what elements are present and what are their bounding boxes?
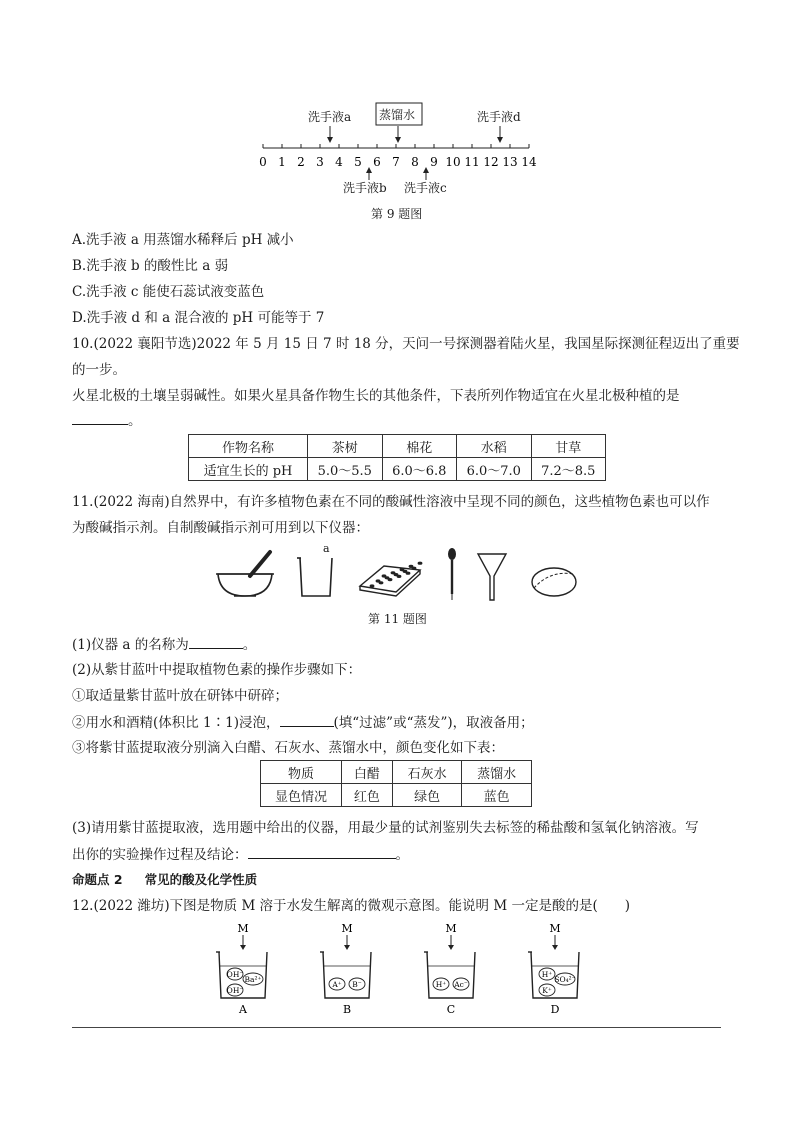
spot-plate-well [382, 574, 387, 577]
table-row [261, 761, 532, 784]
ph-tick-label: 7 [392, 155, 400, 169]
ion-label: H⁺ [435, 980, 447, 989]
figure-11-caption: 第 11 题图 [368, 612, 427, 626]
q9-option-a: A.洗手液 a 用蒸馏水稀释后 pH 减小 [72, 232, 294, 248]
section-heading [72, 870, 257, 890]
beaker-outline [323, 952, 371, 998]
label-handwash-a: 洗手液a [308, 110, 352, 124]
table-cell: 红色 [342, 784, 393, 807]
ph-tick-label: 8 [411, 155, 419, 169]
table-cell: 6.0～7.0 [457, 458, 532, 481]
beaker-option-c [424, 922, 475, 1016]
q9-option-b: B.洗手液 b 的酸性比 a 弱 [72, 258, 229, 274]
q11-stem-line2: 为酸碱指示剂。自制酸碱指示剂可用到以下仪器： [72, 520, 369, 536]
q11-sub3-blank[interactable] [248, 844, 396, 859]
beakers-svg [205, 920, 595, 1020]
table-cell: 甘草 [531, 435, 606, 458]
ion-label: K⁺ [542, 986, 552, 995]
ion-label: Ba²⁺ [244, 975, 262, 984]
q11-step2 [72, 712, 534, 733]
substance-m-label: M [445, 922, 457, 935]
mortar-pestle-icon [216, 552, 274, 596]
beaker-option-d [528, 922, 579, 1016]
q11-apparatus-figure [210, 542, 590, 604]
spot-plate-well [370, 584, 375, 587]
ion-label: A⁺ [332, 980, 342, 989]
ph-tick-label: 14 [521, 155, 537, 169]
arrow-a-head [327, 137, 333, 143]
ph-tick-label: 0 [259, 155, 267, 169]
ph-tick-label: 1 [278, 155, 286, 169]
spot-plate-well [418, 562, 423, 565]
ion-label: OH⁻ [226, 970, 244, 979]
q11-step2-end: (填“过滤”或“蒸发”)，取液备用； [333, 715, 534, 731]
beaker-icon [297, 558, 332, 596]
table-row [189, 458, 606, 481]
q10-answer-blank[interactable] [72, 410, 128, 425]
ph-tick-label: 6 [373, 155, 381, 169]
spot-plate-well [409, 565, 414, 568]
label-distilled-water: 蒸馏水 [379, 108, 416, 122]
arrow-d-head [497, 137, 503, 143]
table-cell: 绿色 [392, 784, 462, 807]
ph-tick-label: 4 [335, 155, 343, 169]
ph-tick-label: 11 [464, 155, 480, 169]
q11-color-table [260, 760, 532, 807]
beaker-option-b [320, 922, 371, 1016]
figure-9-caption: 第 9 题图 [371, 207, 423, 221]
label-handwash-c: 洗手液c [404, 181, 447, 195]
section-number: 命题点 2 [72, 872, 123, 887]
label-handwash-d: 洗手液d [477, 110, 521, 124]
q11-step2-blank[interactable] [280, 712, 334, 727]
table-cell: 显色情况 [261, 784, 342, 807]
ph-tick-label: 12 [483, 155, 499, 169]
q11-sub3-line1: (3)请用紫甘蓝提取液，选用题中给出的仪器，用最少量的试剂鉴别失去标签的稀盐酸和氢氧化钠溶液。写 [72, 820, 699, 836]
q11-sub1-end: 。 [242, 637, 257, 653]
q10-crop-ph-table [188, 434, 606, 481]
table-cell: 白醋 [342, 761, 393, 784]
ion-label: SO₄²⁻ [554, 975, 576, 984]
arrow-head-icon [240, 945, 246, 950]
filter-paper-icon [532, 568, 576, 596]
option-letter: C [446, 1003, 456, 1016]
section-title: 常见的酸及化学性质 [144, 872, 258, 887]
q11-step2-text: ②用水和酒精(体积比 1∶1)浸泡， [72, 715, 280, 731]
table-cell: 棉花 [382, 435, 457, 458]
arrow-b-head [366, 167, 372, 173]
beaker-option-a [216, 922, 267, 1016]
table-cell: 作物名称 [189, 435, 308, 458]
q11-sub2: (2)从紫甘蓝叶中提取植物色素的操作步骤如下： [72, 662, 362, 678]
ph-tick-label: 5 [354, 155, 362, 169]
table-cell: 茶树 [308, 435, 383, 458]
beaker-outline [427, 952, 475, 998]
ph-tick-label: 10 [445, 155, 461, 169]
q10-period: 。 [128, 413, 142, 429]
substance-m-label: M [237, 922, 249, 935]
ph-tick-label: 13 [502, 155, 518, 169]
q9-option-d: D.洗手液 d 和 a 混合液的 pH 可能等于 7 [72, 310, 325, 326]
q11-sub1 [72, 634, 256, 655]
ph-number-line-figure [250, 100, 550, 200]
ion-label: B⁻ [352, 980, 362, 989]
q11-sub3-text: 出你的实验操作过程及结论： [72, 847, 248, 863]
spot-plate-well [376, 579, 381, 582]
q10-answer-line [72, 410, 142, 431]
ph-tick-label: 9 [430, 155, 438, 169]
table-cell: 5.0～5.5 [308, 458, 383, 481]
spot-plate-well [391, 571, 396, 574]
option-letter: B [342, 1003, 352, 1016]
arrow-water-head [395, 137, 401, 143]
bottom-divider [72, 1027, 721, 1028]
table-cell: 水稻 [457, 435, 532, 458]
spot-plate-well [400, 568, 405, 571]
ph-tick-label: 2 [297, 155, 305, 169]
q10-stem-line3: 火星北极的土壤呈弱碱性。如果火星具备作物生长的其他条件，下表所列作物适宜在火星北极种植的是 [72, 388, 680, 404]
q10-stem-line2: 的一步。 [72, 362, 126, 378]
q10-stem-line1: 10.(2022 襄阳节选)2022 年 5 月 15 日 7 时 18 分，天问一号探测器着陆火星，我国星际探测征程迈出了重要 [72, 336, 740, 352]
arrow-head-icon [552, 945, 558, 950]
ion-label: OH⁻ [226, 986, 244, 995]
arrow-head-icon [448, 945, 454, 950]
substance-m-label: M [549, 922, 561, 935]
table-cell: 蒸馏水 [462, 761, 532, 784]
table-row [189, 435, 606, 458]
table-cell: 7.2～8.5 [531, 458, 606, 481]
q11-step1: ①取适量紫甘蓝叶放在研钵中研碎； [72, 688, 288, 704]
apparatus-svg [210, 542, 590, 604]
q9-option-c: C.洗手液 c 能使石蕊试液变蓝色 [72, 284, 265, 300]
spot-plate-icon [360, 562, 422, 596]
table-row [261, 784, 532, 807]
arrow-c-head [423, 167, 429, 173]
ph-tick-label: 3 [316, 155, 324, 169]
apparatus-label-a: a [323, 542, 330, 555]
q11-sub3-end: 。 [395, 847, 409, 863]
q11-step3: ③将紫甘蓝提取液分别滴入白醋、石灰水、蒸馏水中，颜色变化如下表： [72, 740, 504, 756]
dropper-icon [448, 548, 456, 600]
label-handwash-b: 洗手液b [343, 181, 387, 195]
ion-label: H⁺ [541, 970, 553, 979]
q12-stem: 12.(2022 潍坊)下图是物质 M 溶于水发生解离的微观示意图。能说明 M 一定是酸的是( ) [72, 898, 630, 914]
q11-sub1-blank[interactable] [189, 634, 243, 649]
table-cell: 6.0～6.8 [382, 458, 457, 481]
table-cell: 物质 [261, 761, 342, 784]
option-letter: A [239, 1003, 247, 1016]
q11-sub1-text: (1)仪器 a 的名称为 [72, 637, 189, 653]
table-cell: 适宜生长的 pH [189, 458, 308, 481]
table-cell: 蓝色 [462, 784, 532, 807]
q11-sub3-line2 [72, 844, 409, 865]
table-cell: 石灰水 [392, 761, 462, 784]
substance-m-label: M [341, 922, 353, 935]
option-letter: D [550, 1003, 560, 1016]
q12-beakers-figure [205, 920, 595, 1020]
ion-label: Ac⁻ [454, 980, 468, 989]
arrow-head-icon [344, 945, 350, 950]
funnel-icon [478, 554, 506, 600]
q11-stem-line1: 11.(2022 海南)自然界中，有许多植物色素在不同的酸碱性溶液中呈现不同的颜色，这些植物色素也可以作 [72, 494, 710, 510]
